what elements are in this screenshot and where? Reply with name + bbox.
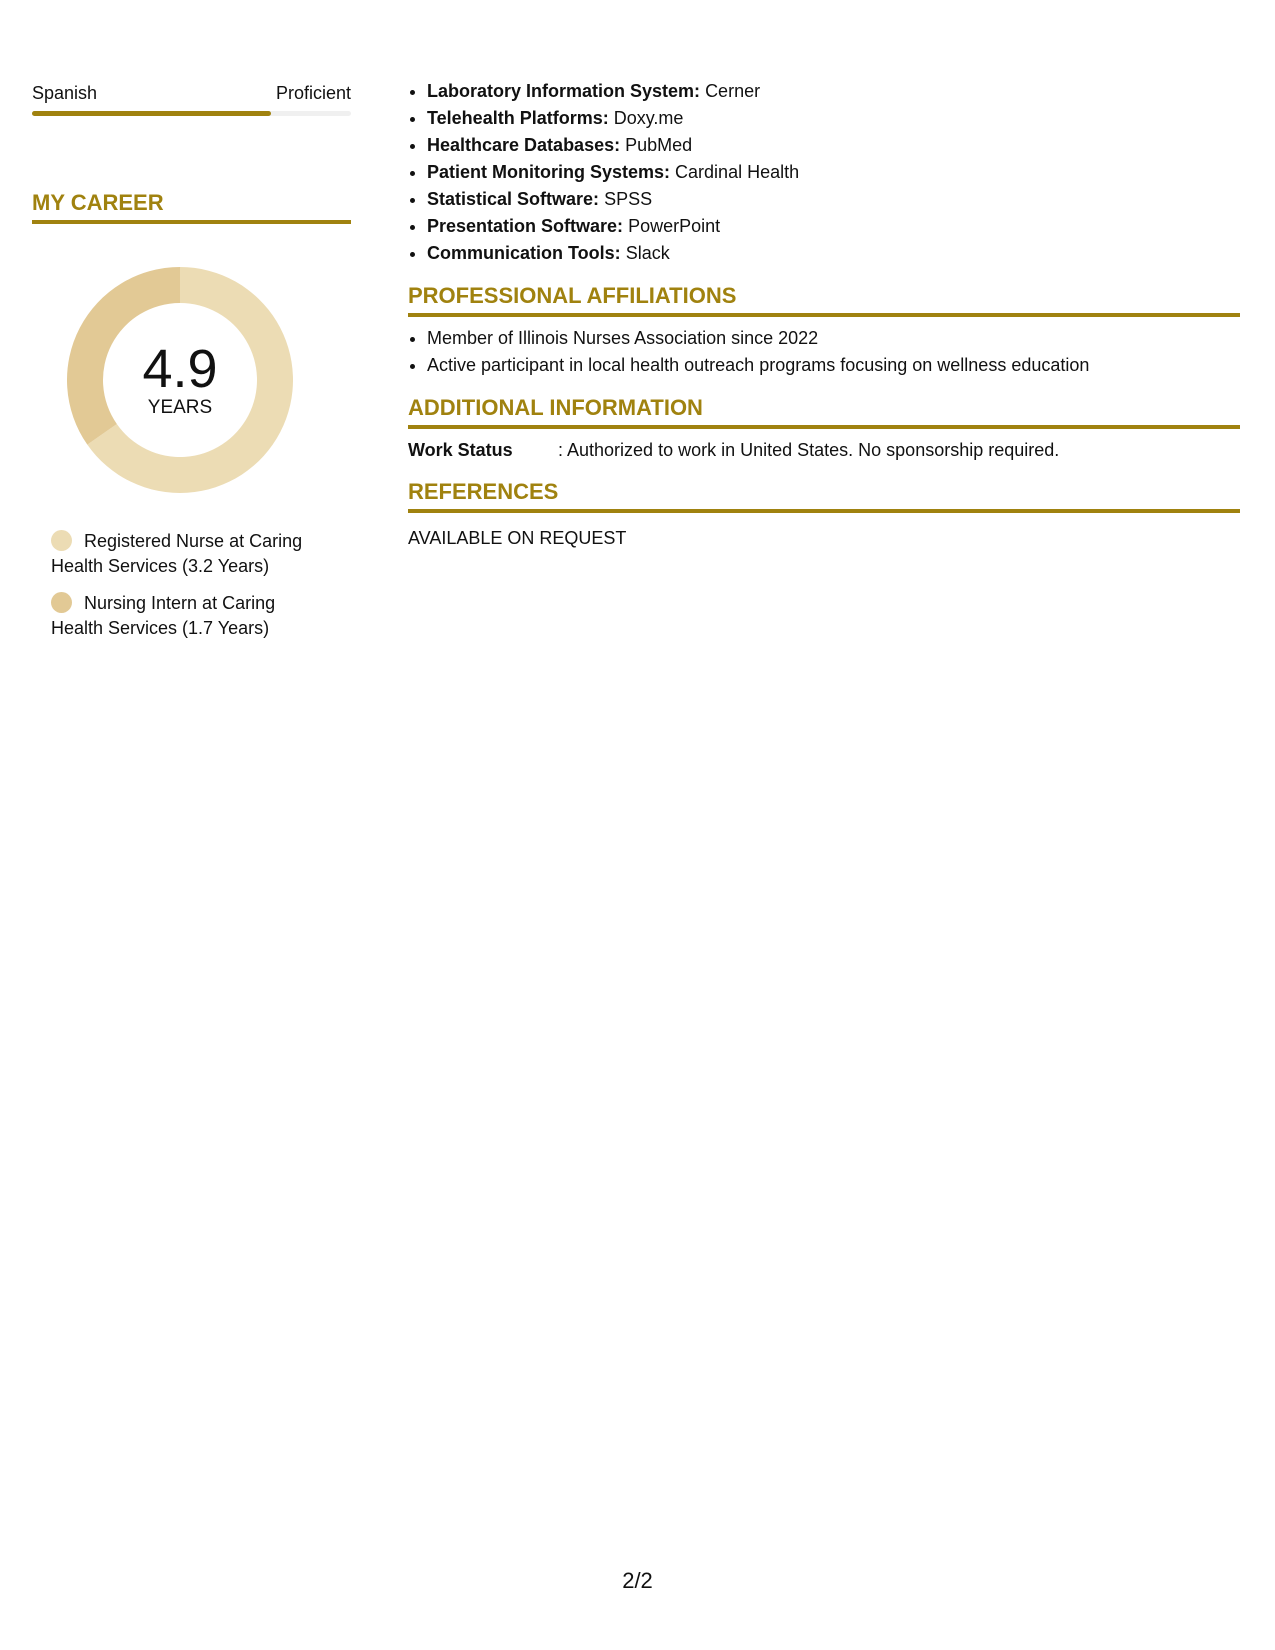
language-proficiency-bar — [32, 111, 351, 116]
work-status-value: : Authorized to work in United States. No sponsorship required. — [558, 440, 1060, 460]
skill-value: Cardinal Health — [675, 162, 800, 182]
career-donut-chart — [67, 267, 293, 493]
references-heading: REFERENCES — [408, 479, 1240, 513]
work-status-row — [408, 437, 1240, 463]
page-number: 2/2 — [622, 1568, 653, 1593]
skill-item — [427, 105, 1240, 132]
skill-item — [427, 213, 1240, 240]
skill-value: Slack — [625, 243, 670, 263]
language-name: Spanish — [32, 83, 98, 103]
skill-item — [427, 132, 1240, 159]
legend-label: Registered Nurse at Caring Health Services (3.2 Years) — [51, 531, 303, 576]
affiliations-heading: PROFESSIONAL AFFILIATIONS — [408, 283, 1240, 317]
references-text: AVAILABLE ON REQUEST — [408, 528, 627, 548]
skill-label: Patient Monitoring Systems: — [427, 162, 671, 182]
right-column — [408, 78, 1240, 551]
additional-info-heading: ADDITIONAL INFORMATION — [408, 395, 1240, 429]
skill-value: PubMed — [625, 135, 693, 155]
left-column — [32, 78, 351, 653]
language-row — [32, 78, 351, 108]
skill-label: Healthcare Databases: — [427, 135, 621, 155]
affiliations-list — [408, 325, 1240, 379]
language-entry — [32, 78, 351, 116]
career-total-unit: YEARS — [147, 397, 213, 418]
skill-item — [427, 240, 1240, 267]
skill-label: Laboratory Information System: — [427, 81, 701, 101]
legend-dot-icon — [51, 592, 72, 613]
career-legend — [32, 529, 331, 641]
legend-item — [51, 529, 331, 579]
skill-value: Doxy.me — [613, 108, 684, 128]
skill-item — [427, 186, 1240, 213]
affiliation-item: • Member of Illinois Nurses Association since 2022 — [427, 325, 1240, 352]
skills-list — [408, 78, 1240, 267]
skill-label: Telehealth Platforms: — [427, 108, 609, 128]
skill-item — [427, 78, 1240, 105]
skill-value: SPSS — [604, 189, 653, 209]
donut-center-label — [67, 267, 293, 493]
skill-label: Communication Tools: — [427, 243, 621, 263]
legend-item — [51, 591, 331, 641]
work-status-label: Work Status — [408, 440, 513, 460]
legend-label: Nursing Intern at Caring Health Services (1.7 Years) — [51, 593, 276, 638]
skill-item — [427, 159, 1240, 186]
skill-value: PowerPoint — [628, 216, 721, 236]
career-total-years: 4.9 — [142, 339, 218, 399]
language-proficiency-fill — [32, 111, 271, 116]
skill-label: Presentation Software: — [427, 216, 624, 236]
affiliation-item: • Active participant in local health outreach programs focusing on wellness education — [427, 352, 1240, 379]
career-heading: MY CAREER — [32, 190, 351, 224]
skill-value: Cerner — [705, 81, 761, 101]
language-level: Proficient — [275, 83, 351, 103]
legend-dot-icon — [51, 530, 72, 551]
skill-label: Statistical Software: — [427, 189, 600, 209]
